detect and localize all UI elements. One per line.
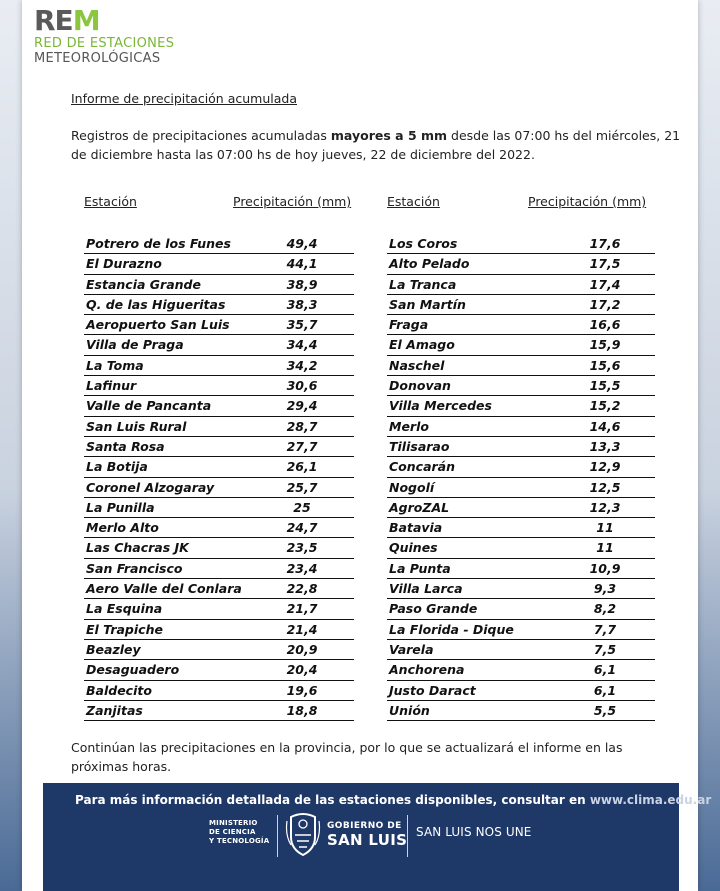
station-name: Paso Grande	[389, 601, 478, 617]
table-header	[387, 190, 655, 210]
precipitation-value: 15,5	[589, 378, 621, 394]
station-name: Nogolí	[389, 479, 435, 495]
precipitation-value: 38,3	[286, 296, 318, 312]
precipitation-value: 44,1	[286, 256, 318, 272]
table-left-column	[84, 190, 354, 721]
table-row	[387, 315, 655, 335]
precipitation-value: 11	[596, 540, 614, 556]
station-name: Baldecito	[86, 682, 152, 698]
table-row	[387, 417, 655, 437]
precipitation-value: 26,1	[286, 459, 318, 475]
table-row	[387, 335, 655, 355]
table-row	[387, 234, 655, 254]
precipitation-value: 5,5	[593, 702, 617, 718]
table-row	[84, 498, 354, 518]
station-name: Coronel Alzogaray	[86, 479, 215, 495]
precipitation-value: 34,2	[286, 357, 318, 373]
table-row	[387, 701, 655, 721]
table-row	[84, 275, 354, 295]
table-row	[387, 396, 655, 416]
table-row	[84, 295, 354, 315]
precipitation-value: 11	[596, 520, 614, 536]
table-row	[387, 599, 655, 619]
precipitation-value: 12,5	[589, 479, 621, 495]
logo-line-2: METEOROLÓGICAS	[34, 51, 161, 66]
table-row	[387, 275, 655, 295]
precipitation-value: 14,6	[589, 418, 621, 434]
station-name: AgroZAL	[389, 499, 450, 515]
table-row	[84, 538, 354, 558]
precipitation-value: 7,7	[593, 621, 617, 637]
precipitation-value: 17,6	[589, 236, 621, 251]
report-intro	[71, 126, 681, 164]
station-name: Justo Daract	[389, 682, 476, 698]
precipitation-value: 29,4	[286, 398, 318, 414]
table-rows-left	[84, 234, 354, 721]
table-row	[84, 681, 354, 701]
precipitation-value: 21,7	[286, 601, 318, 617]
precipitation-value: 28,7	[286, 418, 318, 434]
station-name: San Martín	[389, 296, 466, 312]
report-sheet	[22, 0, 712, 891]
precipitation-value: 6,1	[593, 662, 617, 678]
table-row	[387, 457, 655, 477]
table-row	[387, 620, 655, 640]
intro-post: desde las 07:00 hs del miércoles, 21 de diciembre hasta las 07:00 hs de hoy jueves, 22 de diciembre del 2022.	[71, 128, 681, 162]
station-name: El Trapiche	[86, 621, 163, 637]
header-precip: Precipitación (mm)	[233, 194, 352, 209]
station-name: San Luis Rural	[86, 418, 187, 434]
banner-text	[75, 793, 711, 807]
logo-line-1: RED DE ESTACIONES	[34, 36, 175, 51]
precipitation-value: 15,2	[589, 398, 621, 414]
station-name: Concarán	[389, 459, 456, 475]
station-name: Estancia Grande	[86, 276, 201, 292]
station-name: Donovan	[389, 378, 451, 394]
logo-re: RE	[34, 4, 73, 37]
precipitation-value: 19,6	[286, 682, 318, 698]
precipitation-value: 15,9	[589, 337, 621, 353]
intro-pre: Registros de precipitaciones acumuladas	[71, 128, 331, 143]
station-name: Varela	[389, 641, 434, 657]
table-row	[387, 518, 655, 538]
table-row	[84, 396, 354, 416]
precipitation-value: 13,3	[589, 438, 621, 454]
footer-banner	[43, 783, 712, 891]
station-name: Quines	[389, 540, 438, 556]
ministry-line-2: DE CIENCIA	[209, 828, 256, 836]
table-row	[84, 437, 354, 457]
table-row	[84, 579, 354, 599]
station-name: Q. de las Higueritas	[86, 296, 226, 312]
table-row	[84, 660, 354, 680]
station-name: Aeropuerto San Luis	[86, 317, 230, 333]
table-row	[84, 620, 354, 640]
station-name: Villa Mercedes	[389, 398, 492, 414]
station-name: La Esquina	[86, 601, 163, 617]
table-row	[84, 315, 354, 335]
ministry-label	[209, 819, 269, 846]
precipitation-value: 7,5	[593, 641, 617, 657]
precipitation-value: 16,6	[589, 317, 621, 333]
government-line-2: SAN LUIS	[327, 831, 408, 849]
precipitation-value: 21,4	[286, 621, 318, 637]
precipitation-value: 25	[293, 499, 311, 515]
header-precip: Precipitación (mm)	[528, 194, 647, 209]
table-row	[387, 356, 655, 376]
government-line-1: GOBIERNO DE	[327, 821, 402, 831]
station-name: La Florida - Dique	[389, 621, 514, 637]
table-row	[387, 681, 655, 701]
table-row	[387, 498, 655, 518]
station-name: Alto Pelado	[389, 256, 470, 272]
station-name: El Amago	[389, 337, 455, 353]
station-name: Potrero de los Funes	[86, 236, 231, 251]
station-name: La Botija	[86, 459, 148, 475]
table-row	[84, 478, 354, 498]
table-row	[387, 660, 655, 680]
table-row	[84, 356, 354, 376]
station-name: San Francisco	[86, 560, 183, 576]
station-name: Naschel	[389, 357, 445, 373]
table-row	[387, 538, 655, 558]
table-row	[84, 518, 354, 538]
station-name: Beazley	[86, 641, 141, 657]
header-station: Estación	[387, 194, 440, 209]
station-name: La Punta	[389, 560, 451, 576]
precipitation-value: 30,6	[286, 378, 318, 394]
station-name: Los Coros	[389, 236, 458, 251]
table-row	[84, 457, 354, 477]
station-name: El Durazno	[86, 256, 162, 272]
table-row	[84, 234, 354, 254]
ministry-line-3: Y TECNOLOGÍA	[209, 837, 270, 845]
table-row	[387, 559, 655, 579]
ministry-line-1: MINISTERIO	[209, 819, 258, 827]
precipitation-value: 8,2	[593, 601, 617, 617]
precipitation-value: 18,8	[286, 702, 318, 718]
table-row	[387, 254, 655, 274]
precipitation-value: 23,5	[286, 540, 318, 556]
precipitation-value: 10,9	[589, 560, 621, 576]
station-name: Las Chacras JK	[86, 540, 189, 556]
banner-divider	[407, 815, 408, 857]
precipitation-value: 12,3	[589, 499, 621, 515]
precipitation-value: 25,7	[286, 479, 318, 495]
logo-m: M	[72, 4, 100, 37]
table-row	[84, 701, 354, 721]
provincial-seal-icon	[285, 811, 321, 857]
precipitation-value: 34,4	[286, 337, 318, 353]
rem-logo	[34, 6, 174, 66]
precipitation-value: 9,3	[593, 581, 617, 597]
intro-bold: mayores a 5 mm	[330, 128, 448, 143]
station-name: Desaguadero	[86, 662, 180, 678]
precipitation-value: 6,1	[593, 682, 617, 698]
precipitation-value: 49,4	[286, 236, 318, 251]
station-name: Merlo Alto	[86, 520, 159, 536]
banner-message: Para más información detallada de las estaciones disponibles, consultar en	[75, 793, 590, 807]
station-name: Fraga	[389, 317, 429, 333]
station-name: Tilisarao	[389, 438, 450, 454]
station-name: Lafinur	[86, 378, 137, 394]
table-row	[84, 640, 354, 660]
station-name: Aero Valle del Conlara	[86, 581, 242, 597]
table-header	[84, 190, 354, 210]
table-row	[387, 478, 655, 498]
table-row	[387, 437, 655, 457]
station-name: Zanjitas	[86, 702, 143, 718]
table-row	[84, 376, 354, 396]
precipitation-value: 20,9	[286, 641, 318, 657]
precipitation-value: 17,5	[589, 256, 621, 272]
precipitation-value: 15,6	[589, 357, 621, 373]
logo-wordmark	[34, 6, 174, 36]
precipitation-value: 38,9	[286, 276, 318, 292]
table-rows-right	[387, 234, 655, 721]
station-name: Batavia	[389, 520, 443, 536]
table-row	[387, 295, 655, 315]
precipitation-value: 22,8	[286, 581, 318, 597]
table-row	[84, 559, 354, 579]
station-name: Santa Rosa	[86, 438, 165, 454]
table-row	[84, 254, 354, 274]
table-row	[84, 335, 354, 355]
station-name: Villa de Praga	[86, 337, 184, 353]
table-row	[387, 376, 655, 396]
station-name: Valle de Pancanta	[86, 398, 212, 414]
precipitation-value: 23,4	[286, 560, 318, 576]
report-title: Informe de precipitación acumulada	[71, 91, 297, 106]
table-row	[84, 599, 354, 619]
station-name: Merlo	[389, 418, 429, 434]
station-name: La Tranca	[389, 276, 457, 292]
station-name: Anchorena	[389, 662, 465, 678]
precipitation-value: 20,4	[286, 662, 318, 678]
table-row	[387, 640, 655, 660]
precipitation-value: 12,9	[589, 459, 621, 475]
slogan: SAN LUIS NOS UNE	[416, 825, 532, 839]
banner-divider	[277, 815, 278, 857]
station-name: Unión	[389, 702, 430, 718]
table-row	[387, 579, 655, 599]
precipitation-value: 17,2	[589, 296, 621, 312]
precipitation-value: 35,7	[286, 317, 318, 333]
station-name: La Toma	[86, 357, 144, 373]
station-name: La Punilla	[86, 499, 155, 515]
precipitation-value: 24,7	[286, 520, 318, 536]
banner-url-link[interactable]: www.clima.edu.ar	[589, 793, 712, 807]
header-station: Estación	[84, 194, 137, 209]
footer-note: Continúan las precipitaciones en la provincia, por lo que se actualizará el informe en las próximas horas.	[71, 740, 623, 774]
precipitation-value: 17,4	[589, 276, 621, 292]
government-label	[327, 821, 407, 848]
station-name: Villa Larca	[389, 581, 463, 597]
table-right-column	[387, 190, 655, 721]
precipitation-value: 27,7	[286, 438, 318, 454]
table-row	[84, 417, 354, 437]
